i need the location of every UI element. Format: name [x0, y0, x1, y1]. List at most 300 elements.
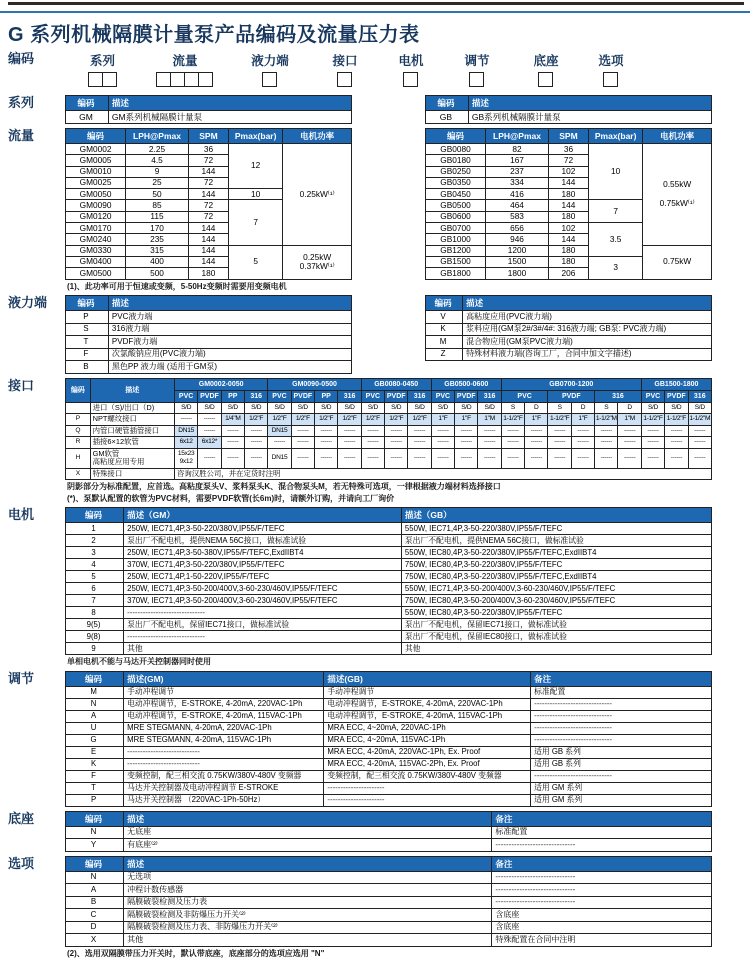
- cell: 36: [548, 144, 588, 155]
- cell: S: [66, 323, 109, 336]
- cell: ------: [641, 437, 664, 449]
- cell: DN15: [268, 448, 291, 468]
- header-cell: 编码: [66, 671, 124, 686]
- cell: ----------------------: [324, 782, 531, 794]
- table-row: [66, 631, 712, 643]
- flow-gm-table: [65, 128, 352, 280]
- table-row: [66, 934, 712, 947]
- cell: 416: [486, 189, 549, 200]
- code-slot-series: [65, 51, 140, 87]
- cell: 144: [188, 256, 228, 267]
- code-slot-label-options: 选项: [598, 54, 624, 68]
- header-cell: 316: [478, 390, 501, 402]
- table-row: [66, 468, 712, 480]
- series-gb-table: [425, 95, 712, 124]
- options-table: [65, 856, 712, 947]
- table: [65, 507, 712, 655]
- code-slot-label-adjust: 调节: [464, 54, 490, 68]
- cell: ------: [338, 448, 361, 468]
- cell: S: [595, 402, 618, 414]
- header-cell: Pmax(bar): [228, 129, 282, 144]
- cell: S: [501, 402, 524, 414]
- cell: S/D: [221, 402, 244, 414]
- cell: ------: [525, 437, 548, 449]
- cell: ------: [688, 425, 711, 437]
- cell: ------: [665, 425, 688, 437]
- table-row: [66, 245, 352, 256]
- cell: 4.5: [126, 155, 189, 166]
- cell: ------: [198, 448, 221, 468]
- interface-table: [65, 378, 712, 481]
- flow-gb-table: [425, 128, 712, 280]
- cell: S/D: [665, 402, 688, 414]
- cell: ------------------------------: [531, 710, 712, 722]
- cell: 手动冲程调节: [324, 686, 531, 698]
- header-row: [426, 96, 712, 111]
- cell: 9: [126, 166, 189, 177]
- cell: 5: [228, 245, 282, 279]
- header-cell: 316: [688, 390, 711, 402]
- cell: B: [66, 896, 124, 909]
- cell: S/D: [268, 402, 291, 414]
- cell: GB0080: [426, 144, 486, 155]
- section-interface: [0, 378, 750, 504]
- header-cell: 编码: [66, 129, 126, 144]
- cell: 隔膜破裂检测及压力表、非防爆压力开关⁽²⁾: [124, 921, 492, 934]
- table-row: [66, 746, 712, 758]
- code-slot-base: [512, 51, 580, 87]
- cell: GM0400: [66, 256, 126, 267]
- cell: 25: [126, 177, 189, 188]
- cell: 206: [548, 268, 588, 279]
- cell: 10: [228, 189, 282, 200]
- header-row: [66, 296, 352, 311]
- cell: 泵出厂不配电机，保留IEC80接口，做标准试验: [401, 631, 711, 643]
- cell: 72: [188, 211, 228, 222]
- cell: P: [66, 414, 91, 426]
- cell: GM0170: [66, 223, 126, 234]
- cell: D: [66, 921, 124, 934]
- cell: 隔膜破裂检测及非防爆压力开关⁽²⁾: [124, 909, 492, 922]
- cell: 其他: [124, 934, 492, 947]
- header-cell: 描述（GB）: [401, 508, 711, 523]
- cell: H: [66, 448, 91, 468]
- cell: 144: [548, 200, 588, 211]
- cell: 72: [188, 200, 228, 211]
- liquid-end-left-table: [65, 295, 352, 374]
- cell: 7: [228, 200, 282, 245]
- table-row: [426, 336, 712, 349]
- cell: 464: [486, 200, 549, 211]
- cell: S/D: [338, 402, 361, 414]
- cell: 适用 GM 系列: [531, 782, 712, 794]
- cell: 0.25kW 0.37kW⁽¹⁾: [283, 245, 352, 279]
- cell: 1-1/2"F: [641, 414, 664, 426]
- table-row: [66, 686, 712, 698]
- cell: 400: [126, 256, 189, 267]
- cell: ------: [525, 425, 548, 437]
- cell: 1-1/2"F: [548, 414, 571, 426]
- section-label-base: 底座: [8, 810, 35, 826]
- header-cell: 编码: [66, 856, 124, 871]
- header-cell: 描述: [468, 96, 711, 111]
- cell: 2.25: [126, 144, 189, 155]
- cell: 0.25kW⁽¹⁾: [283, 144, 352, 246]
- header-cell: 编码: [66, 811, 124, 826]
- cell: ------: [174, 414, 197, 426]
- header-cell: PVDF: [291, 390, 314, 402]
- cell: 144: [188, 223, 228, 234]
- cell: 72: [188, 177, 228, 188]
- cell: 5: [66, 571, 124, 583]
- cell: 1200: [486, 245, 549, 256]
- header-cell: PVC: [501, 390, 548, 402]
- cell: 进口（S)/出口（D): [90, 402, 174, 414]
- cell: ------: [361, 437, 384, 449]
- cell: 170: [126, 223, 189, 234]
- cell: 550W, IEC80,4P,3-50-220/380V,IP55/F/TEFC,ExdIIBT4: [401, 547, 711, 559]
- cell: 946: [486, 234, 549, 245]
- table-row: [66, 770, 712, 782]
- table-row: [66, 448, 712, 468]
- cell: 0.75kW: [643, 245, 712, 279]
- cell: PVC液力端: [108, 311, 351, 324]
- cell: 9(5): [66, 619, 124, 631]
- header-cell: 电机功率: [283, 129, 352, 144]
- cell: ------: [595, 437, 618, 449]
- cell: 180: [548, 189, 588, 200]
- cell: 1500: [486, 256, 549, 267]
- cell: S/D: [315, 402, 338, 414]
- table: [65, 378, 712, 481]
- cell: 1/2"F: [291, 414, 314, 426]
- cell: 次氯酸钠应用(PVC液力端): [108, 348, 351, 361]
- cell: ------: [431, 437, 454, 449]
- header-cell: 描述(GM): [124, 671, 324, 686]
- cell: ------: [478, 425, 501, 437]
- cell: F: [66, 770, 124, 782]
- cell: ------: [641, 425, 664, 437]
- header-cell: SPM: [548, 129, 588, 144]
- table-row: [66, 402, 712, 414]
- cell: A: [66, 710, 124, 722]
- cell: 10: [588, 144, 642, 200]
- cell: X: [66, 468, 91, 480]
- cell: 1-1/2"M: [595, 414, 618, 426]
- cell: 72: [188, 155, 228, 166]
- table-row: [66, 884, 712, 897]
- cell: GB1500: [426, 256, 486, 267]
- cell: 1/2"F: [315, 414, 338, 426]
- header-cell: PVC: [174, 390, 197, 402]
- cell: 变频控制，配三相交流 0.75KW/380V-480V 变频器: [324, 770, 531, 782]
- header-cell: LPH@Pmax: [486, 129, 549, 144]
- cell: GM0005: [66, 155, 126, 166]
- cell: ------: [571, 437, 594, 449]
- cell: ------: [641, 448, 664, 468]
- cell: ------: [198, 414, 221, 426]
- cell: ------: [361, 425, 384, 437]
- cell: 180: [188, 268, 228, 279]
- cell: 4: [66, 559, 124, 571]
- cell: ------: [478, 448, 501, 468]
- cell: 1/2"F: [361, 414, 384, 426]
- table-row: [66, 144, 352, 155]
- header-cell: PVC: [641, 390, 664, 402]
- cell: ------: [595, 448, 618, 468]
- cell: ----------------------------: [124, 758, 324, 770]
- cell: 370W, IEC71,4P,3-50-200/400V,3-60-230/460V,IP55/F/TEFC: [124, 595, 402, 607]
- cell: 特殊配置在合同中注明: [492, 934, 712, 947]
- table-row: [66, 595, 712, 607]
- cell: 12: [228, 144, 282, 189]
- section-series: [0, 95, 750, 124]
- cell: T: [66, 782, 124, 794]
- cell: GB0700: [426, 223, 486, 234]
- header-cell: 电机功率: [643, 129, 712, 144]
- cell: GM0330: [66, 245, 126, 256]
- page-title: G 系列机械隔膜计量泵产品编码及流量压力表: [8, 24, 420, 46]
- code-slot-label-flow: 流量: [172, 54, 198, 68]
- cell: 3: [66, 547, 124, 559]
- header-cell: 备注: [492, 811, 712, 826]
- table: [65, 295, 352, 374]
- cell: 180: [548, 211, 588, 222]
- cell: M: [426, 336, 463, 349]
- cell: 656: [486, 223, 549, 234]
- cell: 9(8): [66, 631, 124, 643]
- coding-row: [0, 51, 750, 87]
- cell: 变频控制，配三相交流 0.75KW/380V-480V 变频器: [124, 770, 324, 782]
- cell: 泵出厂不配电机，提供NEMA 56C接口，做标准试验: [401, 535, 711, 547]
- table-row: [66, 336, 352, 349]
- cell: 102: [548, 223, 588, 234]
- section-base: [0, 811, 750, 852]
- cell: 1-1/2"M: [688, 414, 711, 426]
- cell: 144: [188, 234, 228, 245]
- code-box: [469, 72, 484, 87]
- cell: 1"F: [455, 414, 478, 426]
- header-cell: 编码: [66, 296, 109, 311]
- table-row: [66, 758, 712, 770]
- header-row: [426, 129, 712, 144]
- motor-table: [65, 507, 712, 655]
- table-row: [66, 414, 712, 426]
- cell: S/D: [174, 402, 197, 414]
- cell: ------: [431, 425, 454, 437]
- cell: GM0050: [66, 189, 126, 200]
- cell: K: [66, 758, 124, 770]
- table-row: [66, 311, 352, 324]
- cell: 插接6×12软管: [90, 437, 174, 449]
- cell: S/D: [198, 402, 221, 414]
- cell: 500: [126, 268, 189, 279]
- cell: GM0002: [66, 144, 126, 155]
- header-row: [66, 811, 712, 826]
- cell: U: [66, 722, 124, 734]
- header-cell: 编码: [426, 296, 463, 311]
- cell: 15x23 9x12: [174, 448, 197, 468]
- cell: 115: [126, 211, 189, 222]
- cell: P: [66, 794, 124, 806]
- cell: N: [66, 826, 124, 839]
- table-row: [426, 348, 712, 361]
- cell: ------: [221, 437, 244, 449]
- cell: ------------------------------: [492, 896, 712, 909]
- cell: ------: [571, 448, 594, 468]
- cell: V: [426, 311, 463, 324]
- cell: 标准配置: [531, 686, 712, 698]
- cell: 适用 GB 系列: [531, 758, 712, 770]
- code-slot-label-series: 系列: [89, 54, 115, 68]
- cell: 250W, IEC71,4P,3-50-220/380V,IP55/F/TEFC: [124, 523, 402, 535]
- cell: ------------------------------: [492, 839, 712, 852]
- cell: S/D: [244, 402, 267, 414]
- cell: ------: [455, 425, 478, 437]
- cell: 1/2"F: [385, 414, 408, 426]
- cell: ------: [408, 448, 431, 468]
- cell: 583: [486, 211, 549, 222]
- cell: GM0090: [66, 200, 126, 211]
- section-label-series: 系列: [8, 95, 35, 110]
- cell: ------: [501, 425, 524, 437]
- cell: 550W, IEC71,4P,3-50-200/400V,3-60-230/460V,IP55/F/TEFC: [401, 583, 711, 595]
- cell: A: [66, 884, 124, 897]
- header-row: [66, 508, 712, 523]
- header-cell: 描述: [108, 296, 351, 311]
- cell: ------: [618, 425, 641, 437]
- header-cell: 编码: [66, 96, 109, 111]
- cell: ------: [548, 425, 571, 437]
- cell: 标准配置: [492, 826, 712, 839]
- cell: ------: [198, 425, 221, 437]
- cell: 其他: [401, 643, 711, 655]
- section-label-motor: 电机: [8, 507, 35, 523]
- cell: GB0500: [426, 200, 486, 211]
- cell: 180: [548, 245, 588, 256]
- header-cell: PVC: [268, 390, 291, 402]
- cell: 250W, IEC71,4P,1-50-220V,IP55/F/TEFC: [124, 571, 402, 583]
- code-slot-motor: [380, 51, 442, 87]
- code-box: [198, 72, 213, 87]
- cell: ----------------------: [324, 794, 531, 806]
- cell: 适用 GB 系列: [531, 746, 712, 758]
- cell: 316液力端: [108, 323, 351, 336]
- cell: 1/2"F: [244, 414, 267, 426]
- table: [65, 95, 352, 124]
- table-row: [66, 607, 712, 619]
- section-label-liquid-end: 液力端: [8, 295, 48, 311]
- cell: ------: [595, 425, 618, 437]
- cell: 50: [126, 189, 189, 200]
- cell: 有底座⁽²⁾: [124, 839, 492, 852]
- table: [425, 128, 712, 280]
- cell: C: [66, 909, 124, 922]
- cell: Q: [66, 425, 91, 437]
- cell: GM0240: [66, 234, 126, 245]
- table-row: [426, 311, 712, 324]
- cell: 144: [188, 245, 228, 256]
- cell: 750W, IEC80,4P,3-50-220/380V,IP55/F/TEFC: [401, 559, 711, 571]
- cell: GM系列机械隔膜计量泵: [108, 111, 351, 124]
- cell: 8: [66, 607, 124, 619]
- cell: ------: [315, 448, 338, 468]
- cell: S/D: [688, 402, 711, 414]
- header-cell: PVDF: [455, 390, 478, 402]
- cell: 250W, IEC71,4P,3-50-200/400V,3-60-230/460V,IP55/F/TEFC: [124, 583, 402, 595]
- code-slot-liquid-end: [230, 51, 310, 87]
- table-row: [66, 619, 712, 631]
- cell: 1800: [486, 268, 549, 279]
- table-row: [66, 361, 352, 374]
- cell: M: [66, 686, 124, 698]
- cell: ------: [455, 448, 478, 468]
- cell: 370W, IEC71,4P,3-50-220/380V,IP55/F/TEFC: [124, 559, 402, 571]
- header-cell: 描述: [108, 96, 351, 111]
- cell: ----------------------------: [124, 746, 324, 758]
- cell: K: [426, 323, 463, 336]
- table-row: [66, 111, 352, 124]
- table-row: [66, 523, 712, 535]
- header-cell: 编码: [66, 508, 124, 523]
- cell: ------------------------------: [531, 722, 712, 734]
- cell: S/D: [455, 402, 478, 414]
- cell: MRA ECC, 4-20mA, 220VAC-1Ph, Ex. Proof: [324, 746, 531, 758]
- code-slot-options: [580, 51, 642, 87]
- table-row: [66, 425, 712, 437]
- cell: GB1200: [426, 245, 486, 256]
- cell: 电动冲程调节，E-STROKE, 4-20mA, 115VAC-1Ph: [324, 710, 531, 722]
- cell: 1/2"F: [268, 414, 291, 426]
- header-cell: 描述(GB): [324, 671, 531, 686]
- header-cell: 编码: [66, 378, 91, 402]
- cell: ------: [478, 437, 501, 449]
- cell: S/D: [478, 402, 501, 414]
- table: [425, 295, 712, 361]
- header-cell: GM0090-0500: [268, 378, 361, 390]
- header-cell: 备注: [492, 856, 712, 871]
- cell: ------: [244, 425, 267, 437]
- code-box: [156, 72, 171, 87]
- cell: 泵出厂不配电机，保留IEC71接口，做标准试验: [401, 619, 711, 631]
- cell: GB0350: [426, 177, 486, 188]
- header-cell: GB0080-0450: [361, 378, 431, 390]
- code-box: [262, 72, 277, 87]
- table-row: [66, 794, 712, 806]
- cell: 1: [66, 523, 124, 535]
- cell: [66, 402, 91, 414]
- cell: 1"M: [618, 414, 641, 426]
- cell: 1"F: [431, 414, 454, 426]
- cell: S/D: [385, 402, 408, 414]
- cell: 235: [126, 234, 189, 245]
- motor-footnote: 单相电机不能与马达开关控制器同时使用: [67, 657, 211, 667]
- table: [425, 95, 712, 124]
- cell: DN15: [174, 425, 197, 437]
- cell: 马达开关控制器 （220VAC-1Ph-50Hz）: [124, 794, 324, 806]
- cell: ------: [408, 437, 431, 449]
- cell: ------: [385, 425, 408, 437]
- cell: 144: [188, 189, 228, 200]
- cell: DN15: [268, 425, 291, 437]
- table-row: [66, 437, 712, 449]
- header-cell: 316: [244, 390, 267, 402]
- cell: GB: [426, 111, 469, 124]
- header-cell: Pmax(bar): [588, 129, 642, 144]
- cell: ------: [408, 425, 431, 437]
- cell: 9: [66, 643, 124, 655]
- cell: 82: [486, 144, 549, 155]
